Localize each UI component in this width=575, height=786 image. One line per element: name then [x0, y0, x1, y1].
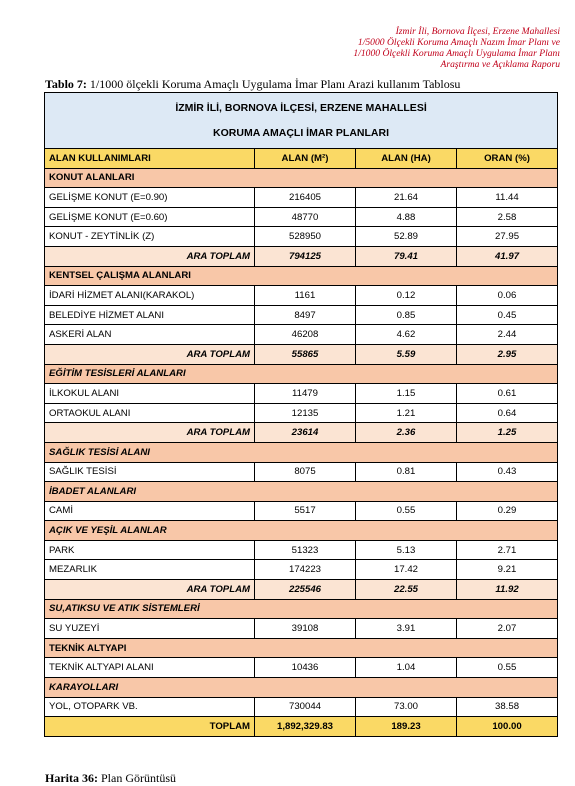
section-label: KENTSEL ÇALIŞMA ALANLARI [45, 266, 558, 286]
ratio-cell: 2.07 [457, 619, 558, 639]
section-row [45, 599, 558, 619]
table-row [45, 305, 558, 325]
area-m2-cell: 1,892,329.83 [255, 717, 356, 737]
area-m2-cell: 216405 [255, 188, 356, 208]
table-row [45, 207, 558, 227]
section-label: KARAYOLLARI [45, 678, 558, 698]
row-label: MEZARLIK [45, 560, 255, 580]
ratio-cell: 38.58 [457, 697, 558, 717]
area-m2-cell: 1161 [255, 286, 356, 306]
area-m2-cell: 8075 [255, 462, 356, 482]
report-header [353, 26, 560, 70]
area-ha-cell: 189.23 [356, 717, 457, 737]
ratio-cell: 1.25 [457, 423, 558, 443]
column-header: ALAN (HA) [356, 149, 457, 169]
area-ha-cell: 22.55 [356, 580, 457, 600]
land-use-table [44, 92, 558, 737]
header-line: Araştırma ve Açıklama Raporu [440, 59, 560, 70]
ratio-cell: 0.61 [457, 384, 558, 404]
area-ha-cell: 0.12 [356, 286, 457, 306]
table-row [45, 658, 558, 678]
area-m2-cell: 10436 [255, 658, 356, 678]
ratio-cell: 0.29 [457, 501, 558, 521]
row-label: TOPLAM [45, 717, 255, 737]
ratio-cell: 2.71 [457, 540, 558, 560]
section-row [45, 266, 558, 286]
row-label: ARA TOPLAM [45, 423, 255, 443]
table-row [45, 697, 558, 717]
table-row [45, 286, 558, 306]
subtotal-row [45, 423, 558, 443]
ratio-cell: 2.44 [457, 325, 558, 345]
section-row [45, 638, 558, 658]
table-row [45, 384, 558, 404]
row-label: CAMİ [45, 501, 255, 521]
section-row [45, 442, 558, 462]
row-label: SAĞLIK TESİSİ [45, 462, 255, 482]
row-label: KONUT - ZEYTİNLİK (Z) [45, 227, 255, 247]
area-ha-cell: 21.64 [356, 188, 457, 208]
table-title [45, 93, 558, 149]
row-label: İDARİ HİZMET ALANI(KARAKOL) [45, 286, 255, 306]
area-m2-cell: 174223 [255, 560, 356, 580]
area-ha-cell: 17.42 [356, 560, 457, 580]
ratio-cell: 0.64 [457, 403, 558, 423]
row-label: ORTAOKUL ALANI [45, 403, 255, 423]
area-m2-cell: 39108 [255, 619, 356, 639]
row-label: TEKNİK ALTYAPI ALANI [45, 658, 255, 678]
table-row [45, 325, 558, 345]
ratio-cell: 2.58 [457, 207, 558, 227]
table-row [45, 501, 558, 521]
table-caption [45, 77, 460, 92]
section-label: AÇIK VE YEŞİL ALANLAR [45, 521, 558, 541]
subtotal-row [45, 580, 558, 600]
map-caption [45, 771, 176, 786]
ratio-cell: 2.95 [457, 344, 558, 364]
area-ha-cell: 1.04 [356, 658, 457, 678]
area-ha-cell: 3.91 [356, 619, 457, 639]
ratio-cell: 9.21 [457, 560, 558, 580]
column-header: ORAN (%) [457, 149, 558, 169]
area-ha-cell: 5.13 [356, 540, 457, 560]
row-label: ARA TOPLAM [45, 344, 255, 364]
section-label: SU,ATIKSU VE ATIK SİSTEMLERİ [45, 599, 558, 619]
area-ha-cell: 5.59 [356, 344, 457, 364]
area-ha-cell: 1.15 [356, 384, 457, 404]
area-m2-cell: 46208 [255, 325, 356, 345]
total-row [45, 717, 558, 737]
ratio-cell: 27.95 [457, 227, 558, 247]
table-header-row [45, 149, 558, 169]
column-header: ALAN (M²) [255, 149, 356, 169]
column-header: ALAN KULLANIMLARI [45, 149, 255, 169]
header-line: İzmir İli, Bornova İlçesi, Erzene Mahallesi [395, 26, 560, 37]
ratio-cell: 0.55 [457, 658, 558, 678]
ratio-cell: 11.44 [457, 188, 558, 208]
ratio-cell: 11.92 [457, 580, 558, 600]
area-m2-cell: 730044 [255, 697, 356, 717]
ratio-cell: 100.00 [457, 717, 558, 737]
ratio-cell: 0.45 [457, 305, 558, 325]
section-row [45, 482, 558, 502]
row-label: ARA TOPLAM [45, 246, 255, 266]
area-m2-cell: 8497 [255, 305, 356, 325]
section-row [45, 364, 558, 384]
area-m2-cell: 5517 [255, 501, 356, 521]
area-m2-cell: 48770 [255, 207, 356, 227]
section-row [45, 678, 558, 698]
area-m2-cell: 11479 [255, 384, 356, 404]
area-m2-cell: 51323 [255, 540, 356, 560]
table-row [45, 560, 558, 580]
section-label: TEKNİK ALTYAPI [45, 638, 558, 658]
ratio-cell: 0.43 [457, 462, 558, 482]
header-line: 1/1000 Ölçekli Koruma Amaçlı Uygulama İmar Planı [353, 48, 560, 59]
area-ha-cell: 0.55 [356, 501, 457, 521]
area-ha-cell: 4.62 [356, 325, 457, 345]
table-caption-text: 1/1000 ölçekli Koruma Amaçlı Uygulama İmar Planı Arazi kullanım Tablosu [86, 77, 461, 91]
map-caption-label: Harita 36: [45, 771, 98, 785]
area-ha-cell: 79.41 [356, 246, 457, 266]
area-m2-cell: 225546 [255, 580, 356, 600]
table-row [45, 188, 558, 208]
row-label: ASKERİ ALAN [45, 325, 255, 345]
table-row [45, 462, 558, 482]
subtotal-row [45, 344, 558, 364]
area-ha-cell: 73.00 [356, 697, 457, 717]
row-label: GELİŞME KONUT (E=0.60) [45, 207, 255, 227]
area-m2-cell: 55865 [255, 344, 356, 364]
area-ha-cell: 52.89 [356, 227, 457, 247]
area-ha-cell: 0.85 [356, 305, 457, 325]
subtotal-row [45, 246, 558, 266]
section-label: İBADET ALANLARI [45, 482, 558, 502]
ratio-cell: 41.97 [457, 246, 558, 266]
table-caption-label: Tablo 7: [45, 77, 87, 91]
area-m2-cell: 794125 [255, 246, 356, 266]
area-ha-cell: 4.88 [356, 207, 457, 227]
row-label: SU YUZEYİ [45, 619, 255, 639]
area-m2-cell: 23614 [255, 423, 356, 443]
table-row [45, 619, 558, 639]
area-ha-cell: 2.36 [356, 423, 457, 443]
map-caption-text: Plan Görüntüsü [98, 771, 176, 785]
row-label: PARK [45, 540, 255, 560]
section-row [45, 521, 558, 541]
row-label: BELEDİYE HİZMET ALANI [45, 305, 255, 325]
table-title-row [45, 93, 558, 149]
area-m2-cell: 12135 [255, 403, 356, 423]
table-row [45, 403, 558, 423]
table-row [45, 227, 558, 247]
table-row [45, 540, 558, 560]
table-title-line1: İZMİR İLİ, BORNOVA İLÇESİ, ERZENE MAHALLESİ [175, 101, 427, 114]
area-ha-cell: 1.21 [356, 403, 457, 423]
section-label: EĞİTİM TESİSLERİ ALANLARI [45, 364, 558, 384]
section-label: KONUT ALANLARI [45, 168, 558, 188]
table-title-line2: KORUMA AMAÇLI İMAR PLANLARI [213, 126, 389, 139]
row-label: GELİŞME KONUT (E=0.90) [45, 188, 255, 208]
area-ha-cell: 0.81 [356, 462, 457, 482]
row-label: İLKOKUL ALANI [45, 384, 255, 404]
row-label: ARA TOPLAM [45, 580, 255, 600]
header-line: 1/5000 Ölçekli Koruma Amaçlı Nazım İmar Planı ve [357, 37, 560, 48]
section-row [45, 168, 558, 188]
section-label: SAĞLIK TESİSİ ALANI [45, 442, 558, 462]
row-label: YOL, OTOPARK VB. [45, 697, 255, 717]
area-m2-cell: 528950 [255, 227, 356, 247]
ratio-cell: 0.06 [457, 286, 558, 306]
